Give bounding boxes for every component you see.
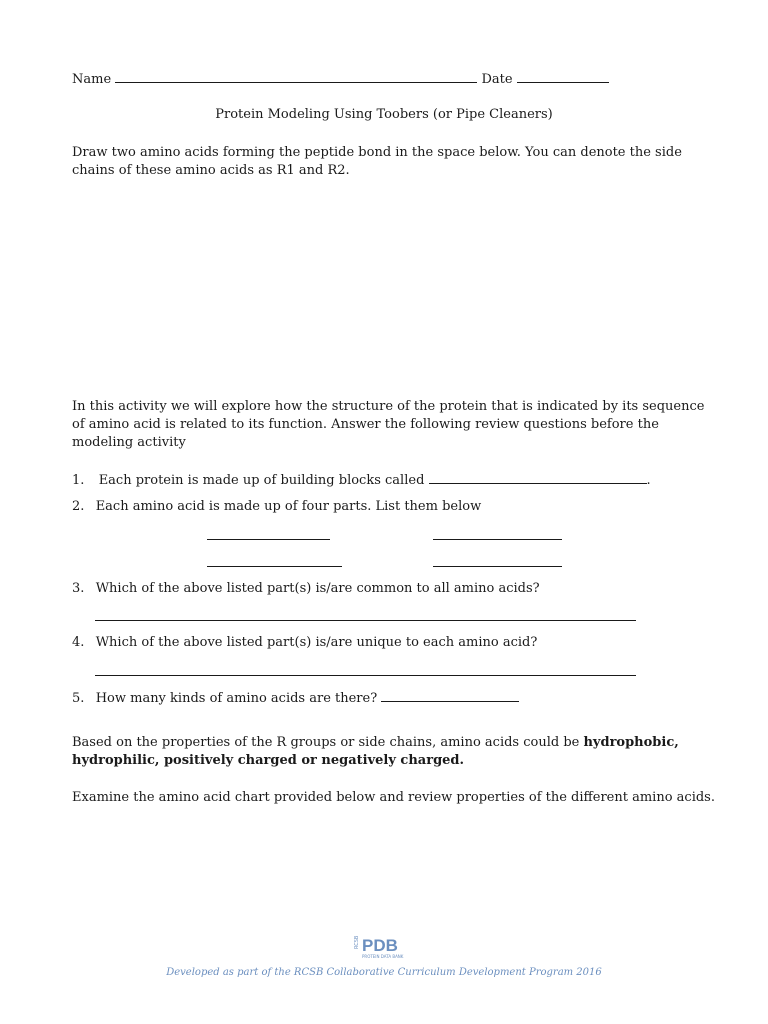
properties-text: Based on the properties of the R groups or side chains, amino acids could be [72, 735, 584, 750]
question-3 [72, 580, 540, 598]
logo-main: PDB [362, 936, 398, 955]
question-number: 2. [72, 499, 85, 514]
question-end: . [646, 473, 651, 488]
pdb-logo-icon [352, 935, 418, 961]
question-text: Each amino acid is made up of four parts. List them below [95, 499, 482, 514]
part-blank-4[interactable] [433, 566, 562, 567]
logo-prefix: RCSB [354, 935, 360, 949]
footer-text: Developed as part of the RCSB Collaborative Curriculum Development Program 2016 [166, 967, 602, 978]
examine-text: Examine the amino acid chart provided below and review properties of the different amino acids. [72, 790, 715, 805]
properties-line-1 [72, 734, 679, 752]
intro-line-1: Draw two amino acids forming the peptide bond in the space below. You can denote the side [72, 145, 682, 160]
answer-blank-5[interactable] [381, 689, 519, 702]
activity-line-1: In this activity we will explore how the structure of the protein that is indicated by its sequence [72, 399, 705, 414]
question-text: Which of the above listed part(s) is/are common to all amino acids? [95, 581, 540, 596]
question-text: Each protein is made up of building blocks called [98, 473, 425, 488]
question-2 [72, 498, 481, 516]
part-blank-2[interactable] [433, 539, 562, 540]
question-1 [72, 471, 651, 490]
properties-line-2 [72, 752, 464, 770]
properties-bold-1: hydrophobic, [583, 735, 679, 750]
drawing-space[interactable] [72, 190, 692, 390]
question-text: How many kinds of amino acids are there? [95, 691, 378, 706]
question-number: 1. [72, 473, 85, 488]
question-5 [72, 689, 519, 708]
question-4 [72, 634, 537, 652]
name-field-row [72, 70, 609, 89]
part-blank-1[interactable] [207, 539, 330, 540]
answer-blank-4[interactable] [95, 675, 636, 676]
date-blank[interactable] [517, 70, 609, 83]
rcsb-pdb-logo [352, 935, 418, 961]
answer-blank-3[interactable] [95, 620, 636, 621]
part-blank-3[interactable] [207, 566, 342, 567]
activity-line-2: of amino acid is related to its function. Answer the following review questions before the [72, 417, 659, 432]
name-label: Name [72, 72, 112, 87]
date-label: Date [481, 72, 513, 87]
answer-blank-1[interactable] [429, 471, 647, 484]
name-blank[interactable] [115, 70, 477, 83]
activity-line-3: modeling activity [72, 435, 186, 450]
logo-sub: PROTEIN DATA BANK [362, 954, 404, 959]
question-text: Which of the above listed part(s) is/are unique to each amino acid? [95, 635, 538, 650]
properties-bold-2: hydrophilic, positively charged or negatively charged. [72, 753, 465, 768]
intro-line-2: chains of these amino acids as R1 and R2. [72, 163, 350, 178]
question-number: 5. [72, 691, 85, 706]
page-title: Protein Modeling Using Toobers (or Pipe Cleaners) [215, 107, 553, 122]
question-number: 4. [72, 635, 85, 650]
question-number: 3. [72, 581, 85, 596]
